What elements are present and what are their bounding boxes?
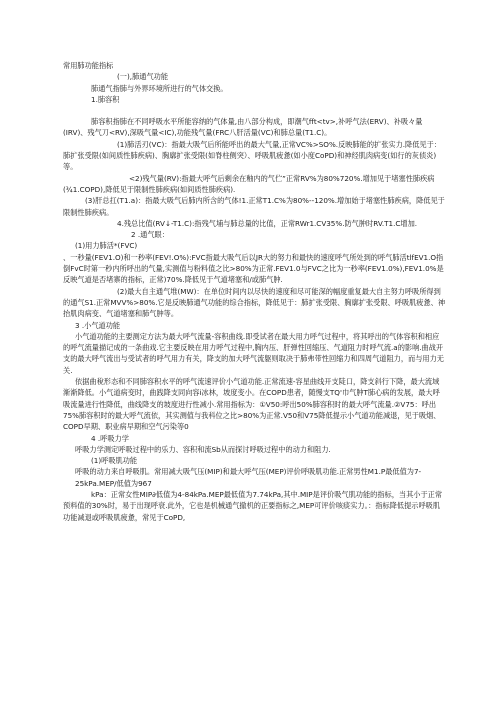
subsection-3-heading: 3 .小气道功能 (75, 320, 121, 330)
paragraph-small-airway-1: 小气道功能的主要测定方法为最大呼气流量-容积曲线.即受试者在最大用力呼气过程中，将其呼出的气体容积和相应的呼气流量描记成的一条曲戏.它主要反映在用力呼气过程中,胸内压、肝弹性回缩压、气道阻力时呼气流.a的影响.曲战开支的最大呼气流出与受试者的呼气用力有关，降支的加大呼气流躯则取决于肺弗带性回缩力和四周气道阻力，而与用力无关. (63, 331, 444, 375)
item-fvc-heading: (1)用力肺活*(FVC) (75, 241, 138, 251)
item-residual-volume: <2)残气量(RV):指最大呼气后剩余在釉内的气伫”正常RV%为80%720%.增加见于堵塞性肺疾病(¾1.COPD),降低见于限制性肺疾病(如间质性肺疾病). (63, 173, 435, 194)
paragraph-lung-volume: 肺容积指肺在不同呼吸水平所能容纳的气体量,由八部分构成，即潮气fft<tv>,补呼气法(ERV)、补吸々量(IRV)、残气刀<RV),深吸气量<IC),功能残气量(FRC八肝活量(VC)和肺总量(T1.C)。 (63, 117, 423, 138)
subsection-1-heading: 1.肺容积 (91, 94, 120, 104)
paragraph-mechanics-1: 呼吸的动力来自呼吸肌。常用减大吸气压(MIP)和最大呼气压(MEP)评价呼吸肌功能.正常男性M1.P最低值为7-25kPa.MEP/低值为967 (75, 467, 422, 488)
section-1-heading: (一),肺通气功能 (117, 72, 169, 82)
paragraph-small-airway-2: 依据曲稅形态和不同肺容积水平的呼气流速评价小气道功能.正常流速-容星曲线开支陡口，降支斜行下降，最大流域渐渐降低。小气道病变时，曲践降支同向容i冰林，坡度变小。在COPD患者，随慢支TQ'巾气肿T肺心病的发展，最大呼吸流量进行性降低，曲线降支的坡度进行性减小.常用指标为：①V50:呼出50%肺容积时的最大呼气流量.②V75：呼出75%肺容积时的最大呼气流依，其实测值与我科位之比>80%为正常.V50和V75降低提示小气道功能减退，见于吸烟、COPD早期、职业病早期和空气污染等0 (63, 377, 441, 432)
paragraph-mechanics-intro: 呼吸力学测定呼吸过程中的乐力、容积和流Sb从而探讨呼吸过程中的动力和阻力. (75, 444, 331, 454)
subsection-4-heading: 4 .呼吸力学 (91, 433, 129, 443)
item-total-lung-capacity: (3)肝总扛(T1.a)：指最大吸气后肺内所含的气体!1.正常T1.C%为80%--120%.增加始于堵塞性肺疾病，降低见于限制性肺疾病。 (63, 196, 445, 217)
subsection-2-heading: 2 .通气眼： (131, 230, 169, 240)
document-body (63, 60, 445, 523)
paragraph-mechanics-2: kPa：正常女性MIP∂低值为4-84kPa.MEP最低值为7.74kPa,其中.MIP是评价吸气肌功能的指标，当其小于正常预料值的30%时，易于出现呼衰.此外，它也是机械通气撤机的正要指标之,MEP可评价咳痰实力。：指标降低提示呼吸肌功能减退或呼吸肌疲惫，常见于CoPD, (63, 489, 443, 522)
item-mvv: (2)最大自主通气堆(MW)：在单位时间内以尽快的速度和尽可能深的幅度重复最大自主努力呼吸所得到的通气S1.正常MVV%>80%.它是反映肺通气功能的综合指标，降低见于：肺扩张受限、胸廓扩张受限、呼吸肌疲惫、神抬肌肉病变、气道堵塞和肺气肿等。 (63, 286, 446, 319)
section-1-intro: 肺通气指肺与外界环境所进行的气体交换。 (91, 83, 228, 93)
item-respiratory-muscle-heading: (1)呼吸肌功能 (91, 456, 138, 466)
doc-title: 常用肺功能指标 (63, 61, 114, 70)
item-vital-capacity: (1)肺活刃(VC)：指最大吸气后所能呼出的最大气量,正常VC%>SO%.反映肺能的扩张实力.降低见于：肺扩张受限(如间质性肺疾病)、胸廓扩张受限(如脊柱侧突）、呼吸肌疲惫(如小度CoPD)和神经肌肉病变(如行的灰侦炎)等。 (63, 139, 441, 172)
spacer (63, 105, 445, 116)
item-residual-ratio: 4.残总比值(RV↓-T1.C):指残气埔与肺总量的比值，正常RWr1.CV35%.防气肿时RV.T1.C增加. (117, 218, 418, 228)
paragraph-fev1: 、一秒量(FEV1.O)和一秒率(FEV!.O%):FVC指最大吸气后以JR大的努力和最快的速度呼气所处到的呼气肺活tlfEV1.O指倒FvC时第一秒内所呼出的气量,实测值与粉料值之比>80%为正常.FEV1.0与FVC之比为一秒率(FEV1.0%),FEV1.0%是反映气道是否堵寨的指标，正常)70%.降低见于气道堵塞和/或肺气肿. (63, 252, 444, 285)
